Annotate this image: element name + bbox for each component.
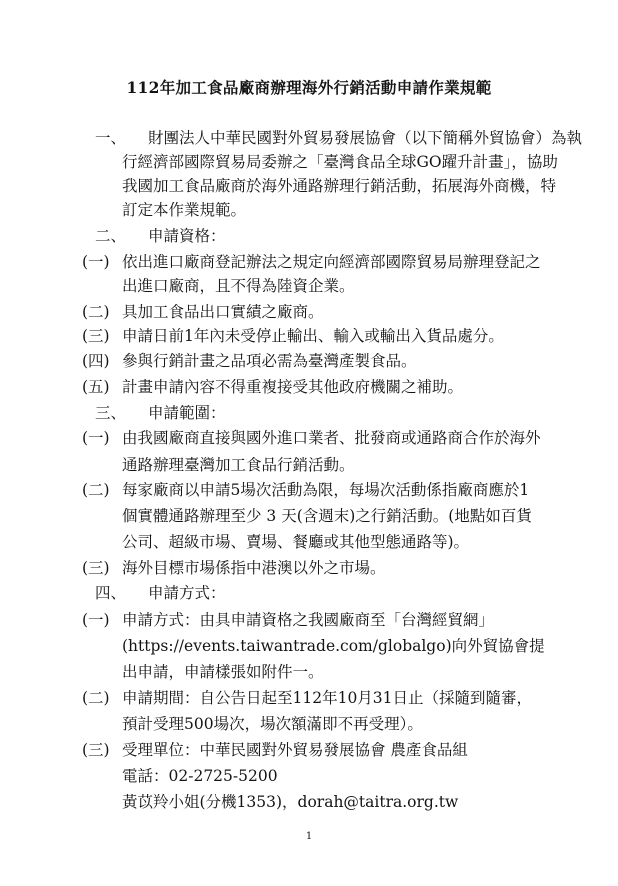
section-3-item-1-number: (一) [82, 429, 110, 447]
section-1-line-2: 行經濟部國際貿易局委辦之「臺灣食品全球GO躍升計畫」，協助 [122, 153, 558, 171]
section-1-line-4: 訂定本作業規範。 [122, 201, 247, 219]
section-4-item-2-line-2: 預計受理500場次，場次額滿即不再受理）。 [122, 715, 423, 733]
section-2-item-4-line-1: 參與行銷計畫之品項必需為臺灣產製食品。 [122, 352, 417, 370]
section-4-item-3-number: (三) [82, 741, 110, 759]
section-1-line-3: 我國加工食品廠商於海外通路辦理行銷活動，拓展海外商機，特 [122, 177, 557, 195]
section-2-item-2-number: (二) [82, 303, 110, 321]
section-3-number: 三、 [95, 404, 127, 422]
page-number: 1 [305, 831, 313, 842]
section-2-number: 二、 [95, 227, 127, 245]
section-4-item-1-line-2: (https://events.taiwantrade.com/globalgo)向外貿協會提 [122, 637, 545, 655]
section-3-item-2-line-3: 公司、超級市場、賣場、餐廳或其他型態通路等)。 [122, 533, 470, 551]
section-2-item-5-number: (五) [82, 378, 110, 396]
section-4-heading: 申請方式： [148, 584, 226, 602]
section-2-heading: 申請資格： [148, 227, 226, 245]
section-2-item-1-line-1: 依出進口廠商登記辦法之規定向經濟部國際貿易局辦理登記之 [122, 253, 541, 271]
section-4-item-1-line-3: 出申請，申請樣張如附件一。 [122, 663, 324, 681]
section-3-item-3-line-1: 海外目標市場係指中港澳以外之市場。 [122, 559, 386, 577]
section-3-item-3-number: (三) [82, 559, 110, 577]
section-4-item-2-number: (二) [82, 689, 110, 707]
section-2-item-2-line-1: 具加工食品出口實績之廠商。 [122, 303, 324, 321]
document-title: 112年加工食品廠商辦理海外行銷活動申請作業規範 [126, 78, 492, 97]
section-2-item-3-number: (三) [82, 327, 110, 345]
section-2-item-3-line-1: 申請日前1年內未受停止輸出、輸入或輸出入貨品處分。 [122, 327, 504, 345]
section-2-item-1-line-2: 出進口廠商，且不得為陸資企業。 [122, 277, 355, 295]
section-4-item-3-line-2: 電話：02-2725-5200 [122, 767, 278, 785]
section-1-line-1: 財團法人中華民國對外貿易發展協會（以下簡稱外貿協會）為執 [148, 129, 583, 147]
section-3-item-2-line-2: 個實體通路辦理至少 3 天(含週末)之行銷活動。(地點如百貨 [122, 507, 532, 525]
section-4-item-3-line-3: 黃苡羚小姐(分機1353)，dorah@taitra.org.tw [122, 793, 459, 811]
section-3-item-2-line-1: 每家廠商以申請5場次活動為限，每場次活動係指廠商應於1 [122, 481, 530, 499]
section-4-item-1-line-1: 申請方式：由具申請資格之我國廠商至「台灣經貿網」 [122, 611, 495, 629]
section-3-item-1-line-2: 通路辦理臺灣加工食品行銷活動。 [122, 456, 355, 474]
section-1-number: 一、 [95, 129, 127, 147]
section-4-number: 四、 [95, 584, 127, 602]
section-2-item-4-number: (四) [82, 352, 110, 370]
section-3-heading: 申請範圍： [148, 404, 226, 422]
section-2-item-5-line-1: 計畫申請內容不得重複接受其他政府機關之補助。 [122, 378, 464, 396]
section-4-item-3-line-1: 受理單位：中華民國對外貿易發展協會 農產食品組 [122, 741, 468, 759]
section-4-item-2-line-1: 申請期間：自公告日起至112年10月31日止（採隨到隨審， [122, 689, 533, 707]
section-2-item-1-number: (一) [82, 253, 110, 271]
section-4-item-1-number: (一) [82, 611, 110, 629]
section-3-item-2-number: (二) [82, 481, 110, 499]
section-3-item-1-line-1: 由我國廠商直接與國外進口業者、批發商或通路商合作於海外 [122, 429, 541, 447]
